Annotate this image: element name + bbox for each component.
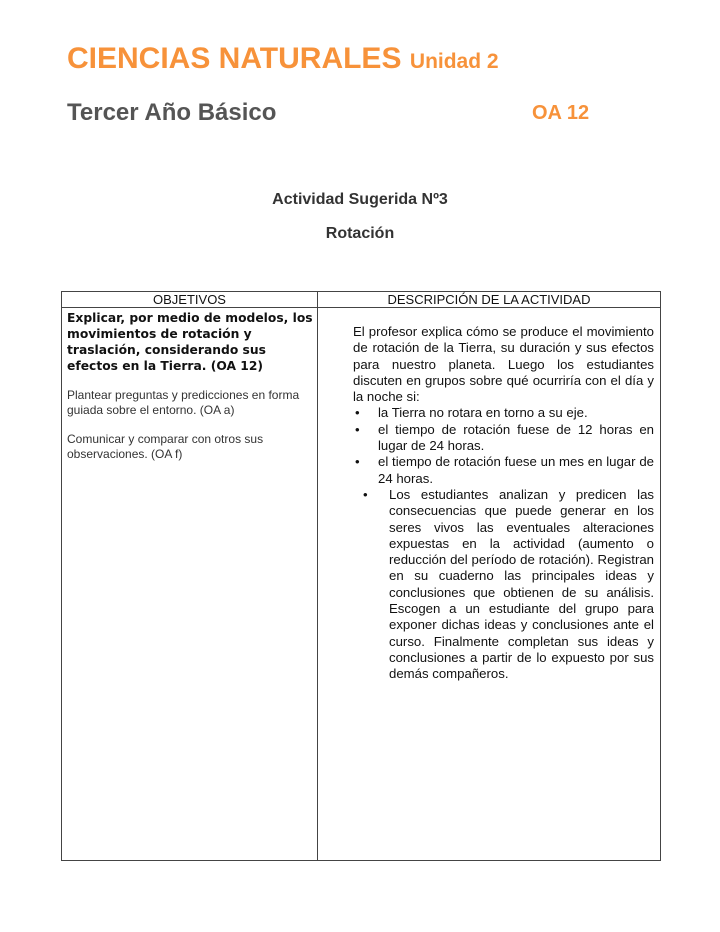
activity-title: Actividad Sugerida Nº3 xyxy=(272,191,448,208)
bullet-icon: • xyxy=(355,405,360,421)
list-item: • la Tierra no rotara en torno a su eje. xyxy=(355,405,588,421)
activity-subtitle: Rotación xyxy=(325,225,395,242)
grade-label: Tercer Año Básico xyxy=(67,99,277,126)
bullet-icon: • xyxy=(363,486,368,502)
objectives-cell xyxy=(62,308,318,861)
header-objetivos: OBJETIVOS xyxy=(62,292,318,308)
description-intro: El profesor explica cómo se produce el movimiento de rotación de la Tierra, su duración y sus efectos para nuestro planeta. Luego los estudiantes discuten en grupos sobre qué ocurriría con el día y la noche si: xyxy=(353,324,654,405)
subject-title: CIENCIAS NATURALES xyxy=(67,42,402,75)
oa-label: OA 12 xyxy=(532,102,590,124)
list-item: • el tiempo de rotación fuese un mes en lugar de 24 horas. xyxy=(355,454,654,486)
table-header-row xyxy=(62,292,661,308)
list-item: • el tiempo de rotación fuese de 12 horas en lugar de 24 horas. xyxy=(355,421,654,454)
activity-table xyxy=(61,291,661,861)
main-objective: Explicar, por medio de modelos, los movimientos de rotación y traslación, considerando sus efectos en la Tierra. (OA 12) xyxy=(67,311,313,373)
description-final: • Los estudiantes analizan y predicen las consecuencias que puede generar en los seres vivos las eventuales alteraciones expuestas en la actividad (aumento o reducción del período de rotación). Registran en su cuaderno las principales ideas y conclusiones que obtienen de su análisis. Escogen a un estudiante del grupo para exponer dichas ideas y conclusiones ante el curso. Finalmente completan sus ideas y conclusiones a partir de lo expuesto por sus demás compañeros. xyxy=(363,486,654,682)
description-cell xyxy=(318,308,661,861)
scenario-list xyxy=(353,405,654,486)
secondary-objective: Comunicar y comparar con otros sus observaciones. (OA f) xyxy=(67,432,264,461)
bullet-icon: • xyxy=(355,454,360,470)
bullet-icon: • xyxy=(355,421,360,437)
header-descripcion: DESCRIPCIÓN DE LA ACTIVIDAD xyxy=(318,292,661,308)
unit-label: Unidad 2 xyxy=(409,50,499,73)
secondary-objective: Plantear preguntas y predicciones en forma guiada sobre el entorno. (OA a) xyxy=(67,388,300,417)
table-row xyxy=(62,308,661,861)
document-title xyxy=(67,42,499,76)
